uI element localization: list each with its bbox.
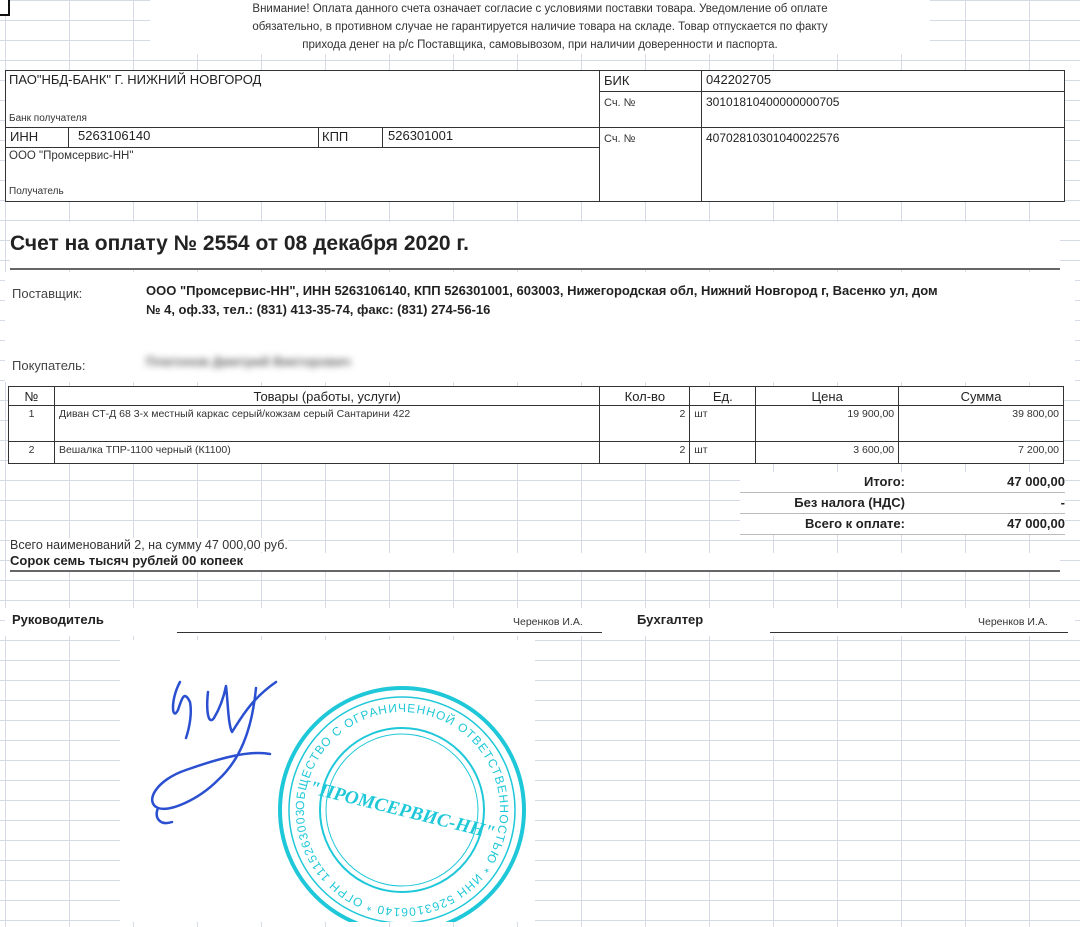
row-goods: Вешалка ТПР-1100 черный (К1100): [54, 442, 599, 464]
divider: [68, 127, 69, 147]
recipient-label: Получатель: [9, 186, 64, 197]
inn-label: ИНН: [10, 129, 39, 144]
divider: [599, 127, 1064, 128]
payment-notice: [150, 0, 930, 54]
row-goods: Диван СТ-Д 68 3-х местный каркас серый/кожзам серый Сантарини 422: [54, 406, 599, 442]
notice-line: обязательно, в противном случае не гарантируется наличие товара на складе. Товар отпускается по факту: [252, 21, 828, 33]
row-qty: 2: [600, 442, 690, 464]
stamp-and-signature: [120, 640, 535, 922]
supplier-line-2: № 4, оф.33, тел.: (831) 413-35-74, факс: (831) 274-56-16: [146, 302, 491, 317]
bik-label: БИК: [604, 73, 630, 88]
bank-name: ПАО"НБД-БАНК" Г. НИЖНИЙ НОВГОРОД: [9, 72, 262, 87]
head-name: Черенков И.А.: [513, 616, 583, 628]
recipient-name: ООО "Промсервис-НН": [9, 150, 134, 162]
divider: [318, 127, 319, 147]
col-header-sum: Сумма: [899, 387, 1064, 406]
table-row: [9, 406, 1064, 442]
stamp-ring-text: ОБЩЕСТВО С ОГРАНИЧЕННОЙ ОТВЕТСТВЕННОСТЬЮ * ИНН 5263106140 * ОГРН 1115263003: [292, 700, 512, 920]
accountant-sign-line: [770, 632, 1068, 633]
row-unit: шт: [690, 442, 756, 464]
account-value: 40702810301040022576: [706, 131, 840, 145]
table-row: [9, 442, 1064, 464]
col-header-num: №: [9, 387, 55, 406]
inn-value: 5263106140: [78, 128, 151, 143]
total-value: 47 000,00: [1007, 474, 1065, 489]
kpp-value: 526301001: [388, 128, 454, 143]
totals-block: [740, 472, 1065, 535]
amount-in-words: Сорок семь тысяч рублей 00 копеек: [10, 553, 1060, 572]
row-num: 1: [9, 406, 55, 442]
head-label: Руководитель: [12, 612, 104, 627]
col-header-unit: Ед.: [690, 387, 756, 406]
corner-mark: [0, 0, 10, 16]
total-row: [740, 472, 1065, 493]
vat-row: [740, 493, 1065, 514]
col-header-qty: Кол-во: [600, 387, 690, 406]
recipient-bank-label: Банк получателя: [9, 113, 87, 124]
row-unit: шт: [690, 406, 756, 442]
kpp-label: КПП: [322, 129, 349, 144]
head-sign-line: [177, 632, 602, 633]
bik-value: 042202705: [706, 72, 772, 87]
buyer-label: Покупатель:: [12, 358, 86, 373]
row-num: 2: [9, 442, 55, 464]
stamp-area: [120, 640, 535, 922]
row-price: 19 900,00: [756, 406, 899, 442]
due-label: Всего к оплате:: [805, 516, 905, 531]
divider: [599, 91, 1064, 92]
col-header-goods: Товары (работы, услуги): [54, 387, 599, 406]
due-value: 47 000,00: [1007, 516, 1065, 531]
notice-line: прихода денег на р/с Поставщика, самовывозом, при наличии доверенности и паспорта.: [302, 39, 778, 51]
account-label: Сч. №: [604, 133, 636, 145]
accountant-name: Черенков И.А.: [978, 616, 1048, 628]
corr-account-label: Сч. №: [604, 97, 636, 109]
divider: [6, 147, 599, 148]
vat-label: Без налога (НДС): [794, 495, 905, 510]
bank-details-box: [5, 70, 1065, 202]
items-summary: Всего наименований 2, на сумму 47 000,00 руб.: [10, 538, 288, 552]
divider: [382, 127, 383, 147]
notice-line: Внимание! Оплата данного счета означает согласие с условиями поставки товара. Уведомление об оплате: [252, 3, 828, 15]
items-table: [8, 386, 1064, 464]
stamp-center-text: "ПРОМСЕРВИС-НН": [306, 777, 497, 844]
vat-value: -: [1060, 495, 1065, 510]
row-qty: 2: [600, 406, 690, 442]
supplier-label: Поставщик:: [12, 286, 83, 301]
col-header-price: Цена: [756, 387, 899, 406]
parties-block: [5, 272, 1075, 382]
total-label: Итого:: [864, 474, 905, 489]
invoice-title: Счет на оплату № 2554 от 08 декабря 2020 г.: [10, 222, 1060, 270]
due-row: [740, 514, 1065, 535]
signature-ink: [152, 682, 276, 823]
row-sum: 39 800,00: [899, 406, 1064, 442]
signature-row: [5, 608, 1075, 636]
supplier-line-1: ООО "Промсервис-НН", ИНН 5263106140, КПП 526301001, 603003, Нижегородская обл, Нижний Новгород г, Васенко ул, дом: [146, 283, 938, 298]
table-header-row: [9, 387, 1064, 406]
buyer-name: Платонов Дмитрий Викторович: [146, 354, 351, 369]
corr-account-value: 30101810400000000705: [706, 95, 840, 109]
accountant-label: Бухгалтер: [637, 612, 704, 627]
row-sum: 7 200,00: [899, 442, 1064, 464]
row-price: 3 600,00: [756, 442, 899, 464]
